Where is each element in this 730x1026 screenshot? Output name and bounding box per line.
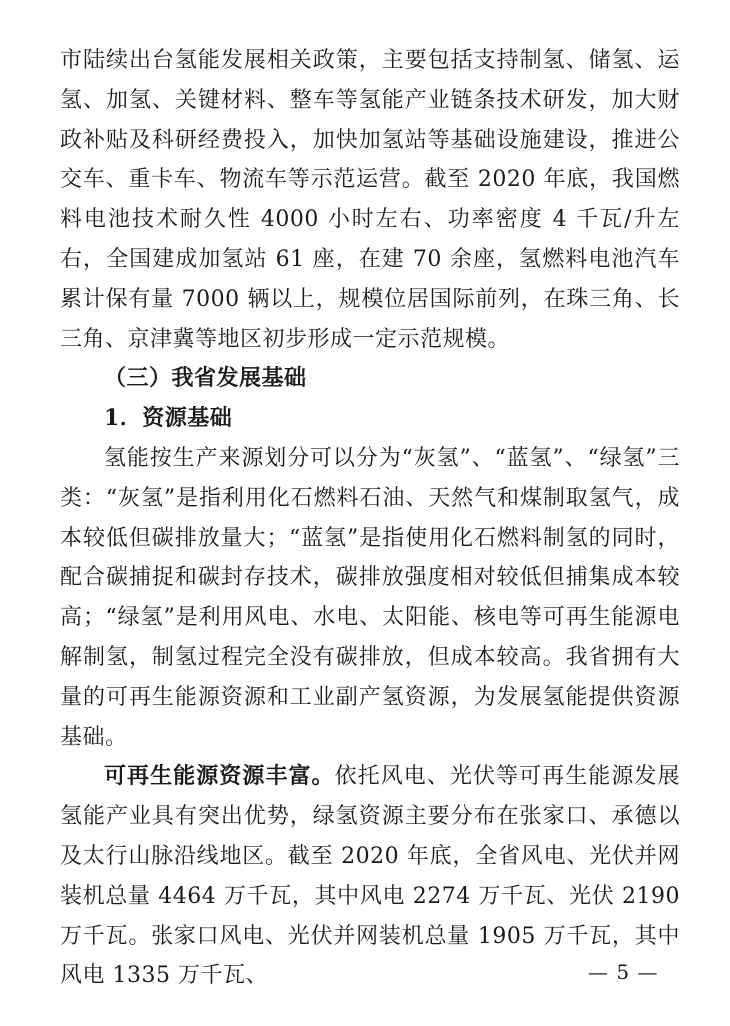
section-heading [60, 359, 680, 399]
paragraph-1-text: 市陆续出台氢能发展相关政策，主要包括支持制氢、储氢、运氢、加氢、关键材料、整车等氢能产业链条技术研发，加大财政补贴及科研经费投入，加快加氢站等基础设施建设，推进公交车、重卡车、物流车等示范运营。截至 2020 年底，我国燃料电池技术耐久性 4000 小时左右、功率密度 4 千瓦/升左右，全国建成加氢站 61 座，在建 70 余座，氢燃料电池汽车累计保有量 7000 辆以上，规模位居国际前列，在珠三角、长三角、京津冀等地区初步形成一定示范规模。 [60, 48, 680, 352]
section-heading-text: （三）我省发展基础 [104, 365, 307, 392]
body-text [60, 41, 680, 996]
paragraph-2 [60, 439, 680, 757]
paragraph-3 [60, 757, 680, 996]
page-number: — 5 — [588, 960, 659, 984]
paragraph-3-text: 依托风电、光伏等可再生能源发展氢能产业具有突出优势，绿氢资源主要分布在张家口、承德以及太行山脉沿线地区。截至 2020 年底，全省风电、光伏并网装机总量 4464 万千瓦，其中风电 2274 万千瓦、光伏 2190 万千瓦。张家口风电、光伏并网装机总量 1905 万千瓦，其中风电 1335 万千瓦、 [60, 764, 680, 989]
subsection-heading-text: 1．资源基础 [104, 405, 233, 432]
paragraph-3-lead: 可再生能源资源丰富。 [104, 763, 335, 790]
paragraph-2-text: 氢能按生产来源划分可以分为“灰氢”、“蓝氢”、“绿氢”三类：“灰氢”是指利用化石燃料石油、天然气和煤制取氢气，成本较低但碳排放量大；“蓝氢”是指使用化石燃料制氢的同时，配合碳捕捉和碳封存技术，碳排放强度相对较低但捕集成本较高；“绿氢”是利用风电、水电、太阳能、核电等可再生能源电解制氢，制氢过程完全没有碳排放，但成本较高。我省拥有大量的可再生能源资源和工业副产氢资源，为发展氢能提供资源基础。 [60, 445, 680, 750]
paragraph-1 [60, 41, 680, 359]
subsection-heading [60, 399, 680, 439]
